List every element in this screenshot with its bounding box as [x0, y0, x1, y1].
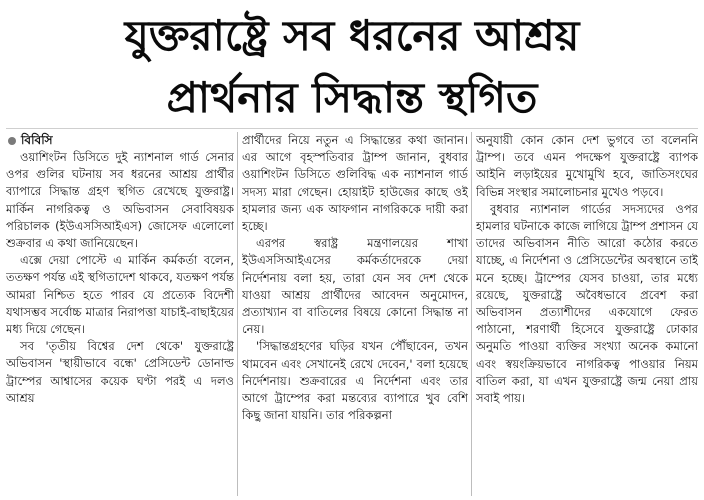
headline-rule	[6, 128, 698, 129]
column-divider	[471, 132, 472, 496]
paragraph: এক্সে দেয়া পোস্টে এ মার্কিন কর্মকর্তা বলেন, ততক্ষণ পর্যন্ত এই স্থগিতাদেশ থাকবে, যতক্ষণ পর্যন্ত আমরা নিশ্চিত হতে পারব যে প্রত্যেক বিদেশী যথাসম্ভব সর্বোচ্চ মাত্রার নিরাপত্তা যাচাই-বাছাইয়ের মধ্য দিয়ে গেছেন।	[6, 253, 234, 337]
paragraph: এরপর স্বরাষ্ট্র মন্ত্রণালয়ের শাখা ইউএসসিআইএসের কর্মকর্তাদেরকে দেয়া নির্দেশনায় বলা হয়, তারা যেন সব দেশ থেকে যাওয়া আশ্রয় প্রার্থীদের আবেদন অনুমোদন, প্রত্যাখ্যান বা বাতিলের বিষয়ে কোনো সিদ্ধান্ত না নেয়।	[242, 236, 468, 337]
column-divider	[237, 132, 238, 496]
paragraph: প্রার্থীদের নিয়ে নতুন এ সিদ্ধান্তের কথা জানান। এর আগে বৃহস্পতিবার ট্রাম্প জানান, বুধবার ওয়াশিংটন ডিসিতে গুলিবিদ্ধ এক ন্যাশনাল গার্ড সদস্য মারা গেছেন। হোয়াইট হাউজের কাছে ওই হামলার জন্য এক আফগান নাগরিককে দায়ী করা হচ্ছে।	[242, 133, 468, 234]
byline	[6, 132, 234, 149]
paragraph: সব 'তৃতীয় বিশ্বের দেশ থেকে' যুক্তরাষ্ট্রে অভিবাসন 'স্থায়ীভাবে বন্ধে' প্রেসিডেন্ট ডোনাল্ড ট্রাম্পের আশ্বাসের কয়েক ঘণ্টা পরই এ দলও আশ্রয়	[6, 339, 234, 405]
column-1	[6, 132, 234, 498]
paragraph: ওয়াশিংটন ডিসিতে দুই ন্যাশনাল গার্ড সেনার ওপর গুলির ঘটনায় সব ধরনের আশ্রয় প্রার্থীর ব্যাপারে সিদ্ধান্ত গ্রহণ স্থগিত রেখেছে যুক্তরাষ্ট্র। মার্কিন নাগরিকত্ব ও অভিবাসন সেবাবিষয়ক পরিচালক (ইউএসসিআইএস) জোসেফ এলোলো শুক্রবার এ কথা জানিয়েছেন।	[6, 150, 234, 251]
headline-line-1: যুক্তরাষ্ট্রে সব ধরনের আশ্রয়	[124, 11, 580, 60]
column-3	[476, 132, 698, 498]
column-2	[242, 132, 468, 498]
paragraph: 'সিদ্ধান্তগ্রহণের ঘড়ির যখন পৌঁছাবেন, তখন থামবেন এবং সেখানেই রেখে দেবেন,' বলা হয়েছে নির্দেশনায়। শুক্রবারের এ নির্দেশনা এবং তার আগে ট্রাম্পের করা মন্তব্যের ব্যাপারে খুব বেশি কিছু জানা যায়নি। তার পরিকল্পনা	[242, 339, 468, 423]
headline-line-2: প্রার্থনার সিদ্ধান্ত স্থগিত	[166, 73, 538, 122]
paragraph: অনুযায়ী কোন কোন দেশ ভুগবে তা বলেননি ট্রাম্প। তবে এমন পদক্ষেপ যুক্তরাষ্ট্রে ব্যাপক আইনি লড়াইয়ের মুখোমুখি হবে, জাতিসংঘের বিভিন্ন সংস্থার সমালোচনার মুখেও পড়বে।	[476, 133, 698, 199]
paragraph: বুধবার ন্যাশনাল গার্ডের সদস্যদের ওপর হামলার ঘটনাকে কাজে লাগিয়ে ট্রাম্প প্রশাসন যে তাদের অভিবাসন নীতি আরো কঠোর করতে যাচ্ছে, এ নির্দেশনা ও প্রেসিডেন্টের অবস্থানে তাই মনে হচ্ছে। ট্রাম্পের যেসব চাওয়া, তার মধ্যে রয়েছে, যুক্তরাষ্ট্রে অবৈধভাবে প্রবেশ করা অভিবাসন প্রত্যাশীদের একযোগে ফেরত পাঠানো, শরণার্থী হিসেবে যুক্তরাষ্ট্রে ঢোকার অনুমতি পাওয়া ব্যক্তির সংখ্যা অনেক কমানো এবং স্বয়ংক্রিয়ভাবে নাগরিকত্ব পাওয়ার নিয়ম বাতিল করা, যা এখন যুক্তরাষ্ট্রে জন্ম নেয়া প্রায় সবাই পায়।	[476, 201, 698, 406]
bullet-icon	[8, 137, 16, 145]
byline-source: বিবিসি	[21, 132, 53, 147]
